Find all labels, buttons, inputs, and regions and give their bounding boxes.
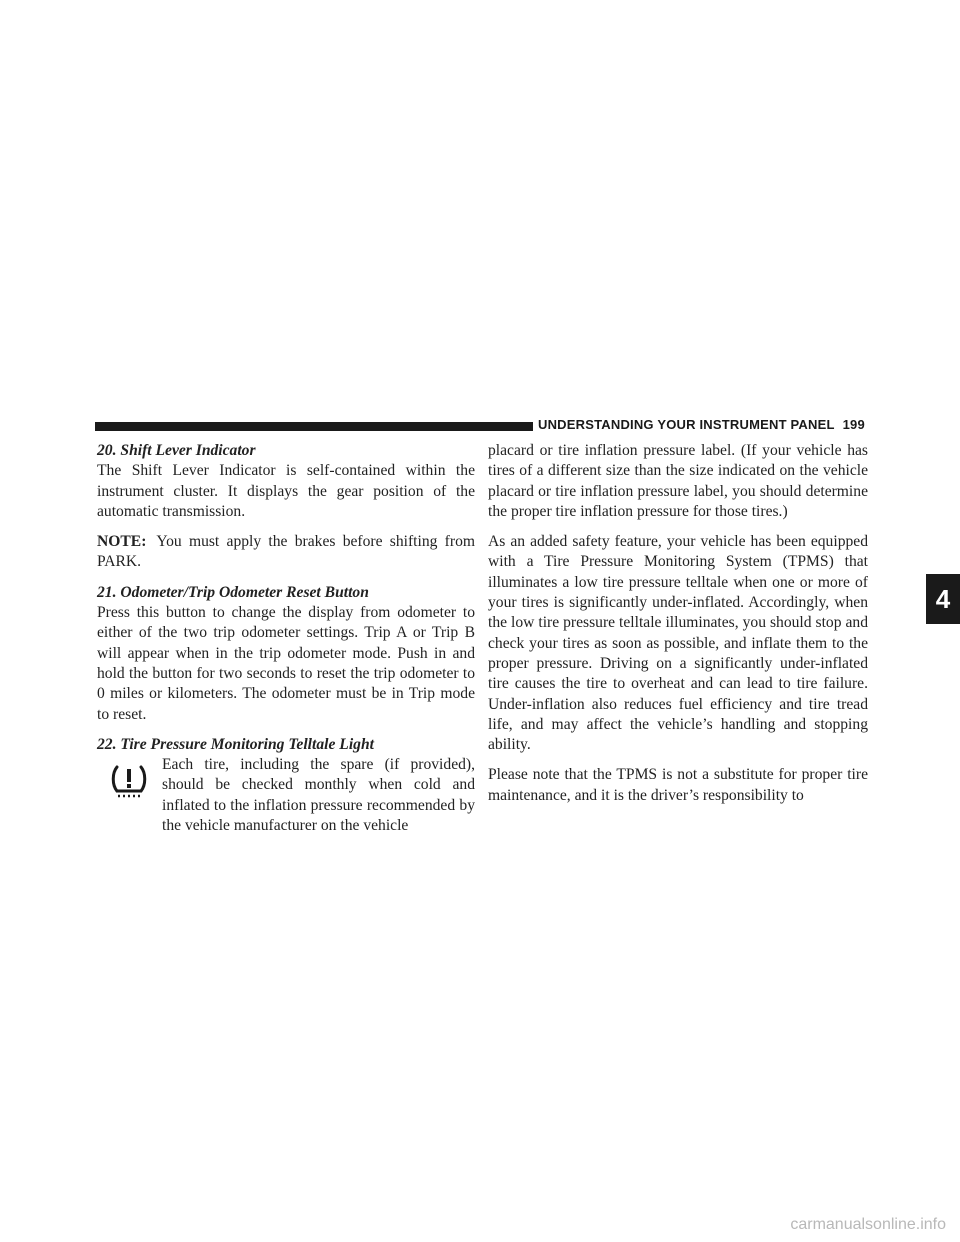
section-title: UNDERSTANDING YOUR INSTRUMENT PANEL xyxy=(538,417,835,432)
header-rule xyxy=(95,422,533,431)
tire-pressure-warning-icon xyxy=(109,761,149,801)
right-column xyxy=(488,441,868,816)
note-label: NOTE: xyxy=(97,533,147,551)
note-text: You must apply the brakes before shifting from PARK. xyxy=(97,533,475,571)
page-header xyxy=(538,417,865,432)
item-20-note xyxy=(97,532,475,573)
item-21-body: Press this button to change the display from odometer to either of the two trip odometer settings. Trip A or Trip B will appear when in the trip odometer mode. Push in and hold the button for two seconds to reset the trip odometer to 0 miles or kilometers. The odometer must be in Trip mode to reset. xyxy=(97,604,475,723)
item-22-block xyxy=(97,755,475,836)
left-column xyxy=(97,441,475,846)
watermark: carmanualsonline.info xyxy=(790,1216,946,1233)
item-22-heading: 22. Tire Pressure Monitoring Telltale Light xyxy=(97,735,374,753)
item-22-body: Each tire, including the spare (if provided), should be checked monthly when cold and inflated to the inflation pressure recommended by the vehicle manufacturer on the vehicle xyxy=(162,756,475,835)
right-paragraph-3: Please note that the TPMS is not a substitute for proper tire maintenance, and it is the driver’s responsibility to xyxy=(488,766,868,804)
item-20-heading: 20. Shift Lever Indicator xyxy=(97,442,256,459)
page-number: 199 xyxy=(842,417,865,432)
right-paragraph-1: placard or tire inflation pressure label. (If your vehicle has tires of a different size than the size indicated on the vehicle placard or tire inflation pressure label, you should determine the proper tire inflation pressure for those tires.) xyxy=(488,442,868,520)
section-tab: 4 xyxy=(926,574,960,624)
item-20-body: The Shift Lever Indicator is self-contained within the instrument cluster. It displays the gear position of the automatic transmission. xyxy=(97,462,475,520)
right-paragraph-2: As an added safety feature, your vehicle has been equipped with a Tire Pressure Monitoring System (TPMS) that illuminates a low tire pressure telltale when one or more of your tires is significantly under-inflated. Accordingly, when the low tire pressure telltale illuminates, you should stop and check your tires as soon as possible, and inflate them to the proper pressure. Driving on a significantly under-inflated tire causes the tire to overheat and can lead to tire failure. Under-inflation also reduces fuel efficiency and tire tread life, and may affect the vehicle’s handling and stopping ability. xyxy=(488,533,868,754)
item-21-heading: 21. Odometer/Trip Odometer Reset Button xyxy=(97,583,369,601)
